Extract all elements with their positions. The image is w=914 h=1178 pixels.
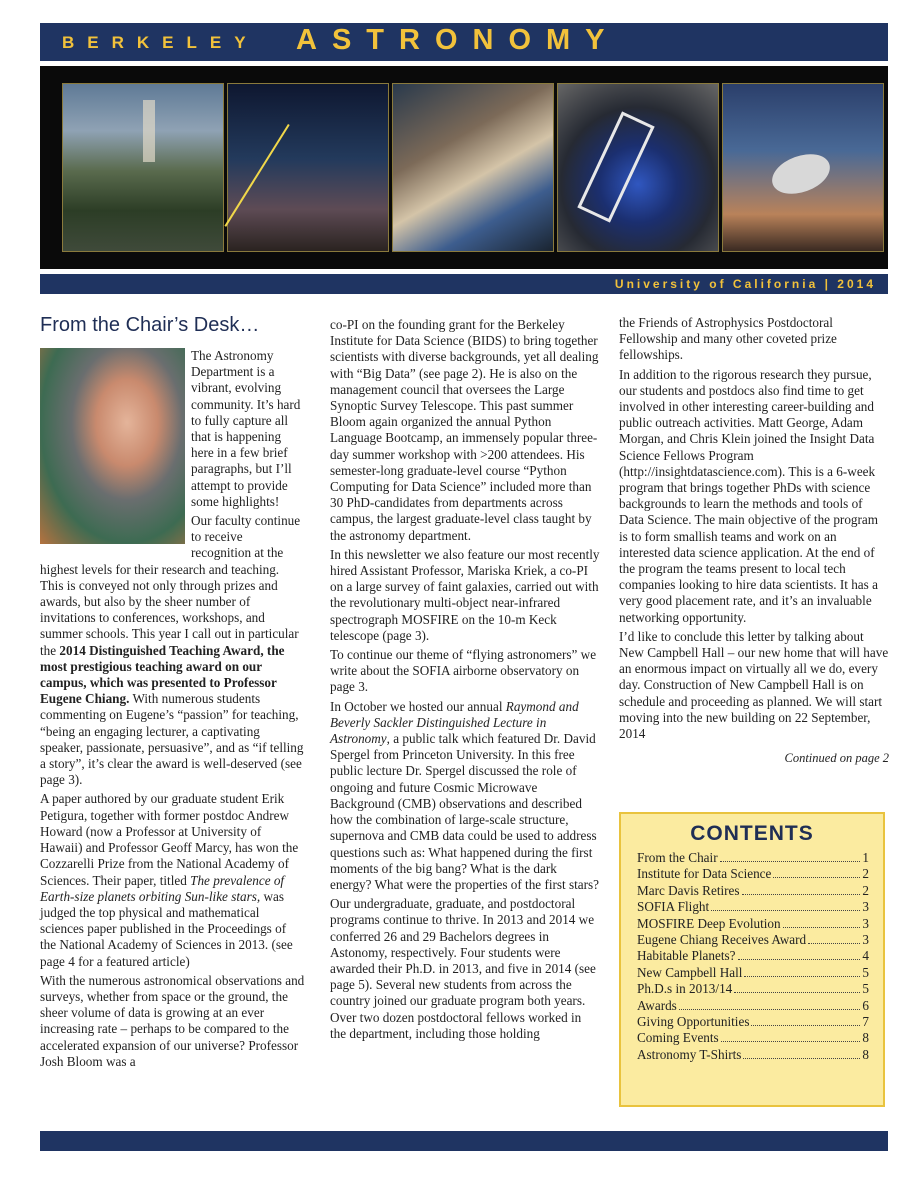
toc-page: 6 xyxy=(862,997,869,1013)
toc-page: 3 xyxy=(862,932,869,948)
toc-label: Coming Events xyxy=(637,1030,719,1046)
photo-radio-dish xyxy=(722,83,884,252)
toc-leader xyxy=(808,943,860,944)
toc-leader xyxy=(783,927,861,928)
toc-item[interactable] xyxy=(637,932,869,948)
photo-band xyxy=(40,66,888,269)
toc-leader xyxy=(743,1058,860,1059)
footer-bar xyxy=(40,1131,888,1151)
toc-page: 3 xyxy=(862,915,869,931)
toc-page: 2 xyxy=(862,866,869,882)
paragraph: The Astronomy Department is a vibrant, evolving community. It’s hard to fully capture all that is happening here in a few brief paragraphs, but I’ll attempt to provide some highlights! xyxy=(191,348,301,509)
toc-page: 7 xyxy=(862,1014,869,1030)
toc-label: Giving Opportunities xyxy=(637,1014,750,1030)
toc-leader xyxy=(742,894,861,895)
photo-students-at-computer xyxy=(392,83,554,252)
paragraph: In this newsletter we also feature our most recently hired Assistant Professor, Mariska Kriek, a co-PI on a large survey of faint galaxies, carried out with the revolutionary multi-object near-infrared spectrograph MOSFIRE on the 10-m Keck telescope (page 3). xyxy=(330,546,600,643)
toc-label: Astronomy T-Shirts xyxy=(637,1046,742,1062)
section-heading: From the Chair’s Desk… xyxy=(40,314,260,336)
toc-item[interactable] xyxy=(637,965,869,981)
column-1 xyxy=(40,312,305,1073)
toc-label: MOSFIRE Deep Evolution xyxy=(637,915,781,931)
column-3 xyxy=(619,315,889,769)
toc-leader xyxy=(773,877,860,878)
paragraph: A paper authored by our graduate student Erik Petigura, together with former postdoc Andrew Howard (now a Professor at University of Hawaii) and Professor Geoff Marcy, has won the Cozzarelli Prize from the National Academy of Sciences. Their paper, titled The prevalence of Earth-size planets orbiting Sun-like stars, was judged the top physical and mathematical sciences paper published in the Proceedings of the National Academy of Sciences in 2013. (see page 4 for a featured article) xyxy=(40,791,299,969)
paragraph: Our undergraduate, graduate, and postdoctoral programs continue to thrive. In 2013 and 2014 we conferred 26 and 29 Bachelors degrees in Astonomy, respectively. Four students were awarded their Ph.D. in 2013, and five in 2014 (see page 5). Several new students from across the country joined our graduate program both years. Over two dozen postdoctoral fellows worked in the department, including those holding xyxy=(330,896,596,1041)
toc-item[interactable] xyxy=(637,866,869,882)
toc-item[interactable] xyxy=(637,850,869,866)
contents-box xyxy=(619,812,885,1107)
toc-item[interactable] xyxy=(637,1014,869,1030)
paragraph: In October we hosted our annual Raymond and Beverly Sackler Distinguished Lecture in Astronomy, a public talk which featured Dr. David Spergel from Princeton University. In this free public lecture Dr. Spergel discussed the role of ongoing and future Cosmic Microwave Background (CMB) observations and described how the combination of large-scale structure, supernova and CMB data could be used to address questions such as: What happened during the first moments of the big bang? What is the dark energy? What were the properties of the first stars? xyxy=(330,698,600,892)
toc-item[interactable] xyxy=(637,1030,869,1046)
toc-leader xyxy=(679,1009,861,1010)
lecture-title: Raymond and Beverly Sackler Distinguished Lecture in Astronomy xyxy=(330,698,579,747)
toc-label: From the Chair xyxy=(637,850,718,865)
toc-page: 5 xyxy=(862,964,869,980)
photo-laser-guide-star xyxy=(227,83,389,252)
paragraph: I’d like to conclude this letter by talking about New Campbell Hall – our new home that will have an enormous impact on virtually all we do, every day. Construction of New Campbell Hall is on schedule and proceeding as planned. We will start moving into the new building on 22 September, 2014 xyxy=(619,628,889,742)
toc-label: New Campbell Hall xyxy=(637,964,743,980)
paragraph: In addition to the rigorous research they pursue, our students and postdocs also find time to get involved in other interesting career-building and public outreach activities. Matt George, Adam Morgan, and Chris Klein joined the Insight Data Science Fellows Program (http://insightdatascience.com). This is a 6-week program that brings together PhDs with science backgrounds to learn the methods and tools of Data Science. The main objective of the program is to form smallish teams and work on an interested data science application. At the end of the program the teams present to local tech companies looking to hire data scientists. It has a very good placement rate, and it’s an invaluable networking opportunity. xyxy=(619,366,879,625)
toc-page: 3 xyxy=(862,899,869,915)
subheader-text: University of California | 2014 xyxy=(614,277,876,291)
toc-label: SOFIA Flight xyxy=(637,899,710,915)
photo-telescope xyxy=(557,83,719,252)
toc-leader xyxy=(711,910,860,911)
toc-label: Institute for Data Science xyxy=(637,866,772,882)
contents-list xyxy=(621,850,883,1063)
toc-page: 8 xyxy=(862,1046,869,1062)
photo-sather-gate xyxy=(62,83,224,252)
toc-leader xyxy=(721,1041,861,1042)
toc-page: 2 xyxy=(862,882,869,898)
award-highlight: 2014 Distinguished Teaching Award, the most prestigious teaching award on our campus, which was presented to Professor Eugene Chiang. xyxy=(40,642,285,707)
masthead xyxy=(40,23,888,61)
toc-item[interactable] xyxy=(637,916,869,932)
paper-title: The prevalence of Earth-size planets orbiting Sun-like stars, xyxy=(40,872,285,904)
toc-item[interactable] xyxy=(637,948,869,964)
paragraph: With the numerous astronomical observations and surveys, whether from space or the ground, the sheer volume of data is growing at an ever increasing rate – perhaps to be compared to the accelerated expansion of our universe? Professor Josh Bloom was a xyxy=(40,972,305,1069)
paragraph: Our faculty continue to receive recognition at the highest levels for their research and teaching. This is conveyed not only through prizes and awards, but also by the sheer number of invitations to conferences, workshops, and summer schools. This year I call out in particular the 2014 Distinguished Teaching Award, the most prestigious teaching award on our campus, which was presented to Professor Eugene Chiang. With numerous students commenting on Eugene’s “passion” for teaching, “being an engaging lecturer, a captivating speaker, passionate, persuasive”, and as “if telling a story”, it’s clear the award is well-deserved (see page 3). xyxy=(40,513,304,788)
toc-item[interactable] xyxy=(637,1047,869,1063)
toc-leader xyxy=(751,1025,860,1026)
toc-leader xyxy=(720,861,861,862)
paragraph: co-PI on the founding grant for the Berkeley Institute for Data Science (BIDS) to bring together scientists with diverse backgrounds, yet all dealing with “Big Data” (see page 2). He is also on the management council that oversees the Large Synoptic Survey Telescope. This past summer Bloom again organized the annual Python Language Bootcamp, an immensely popular three-day summer workshop with >200 attendees. His semester-long graduate-level course “Python Computing for Data Science” included more than 30 PhD-candidates from departments across campus, the largest graduate-level class taught by the astronomy department. xyxy=(330,317,599,543)
toc-leader xyxy=(734,992,860,993)
toc-page: 1 xyxy=(862,850,869,865)
paragraph: the Friends of Astrophysics Postdoctoral Fellowship and many other coveted prize fellowships. xyxy=(619,315,837,363)
toc-label: Awards xyxy=(637,997,677,1013)
contents-title: CONTENTS xyxy=(690,822,814,845)
toc-item[interactable] xyxy=(637,998,869,1014)
chair-portrait xyxy=(40,348,185,544)
paragraph: To continue our theme of “flying astronomers” we write about the SOFIA airborne observatory on page 3. xyxy=(330,647,597,695)
toc-leader xyxy=(738,959,861,960)
toc-item[interactable] xyxy=(637,899,869,915)
masthead-astronomy: ASTRONOMY xyxy=(296,24,620,56)
toc-label: Eugene Chiang Receives Award xyxy=(637,932,807,948)
toc-page: 4 xyxy=(862,948,869,964)
toc-label: Marc Davis Retires xyxy=(637,882,740,898)
toc-item[interactable] xyxy=(637,883,869,899)
column-2 xyxy=(330,317,600,1045)
toc-label: Ph.D.s in 2013/14 xyxy=(637,981,733,997)
subheader-bar xyxy=(40,274,888,294)
masthead-berkeley: BERKELEY xyxy=(62,33,259,52)
toc-item[interactable] xyxy=(637,981,869,997)
toc-label: Habitable Planets? xyxy=(637,948,736,964)
continued-note: Continued on page 2 xyxy=(784,751,889,766)
toc-page: 5 xyxy=(862,981,869,997)
toc-page: 8 xyxy=(862,1030,869,1046)
toc-leader xyxy=(744,976,860,977)
